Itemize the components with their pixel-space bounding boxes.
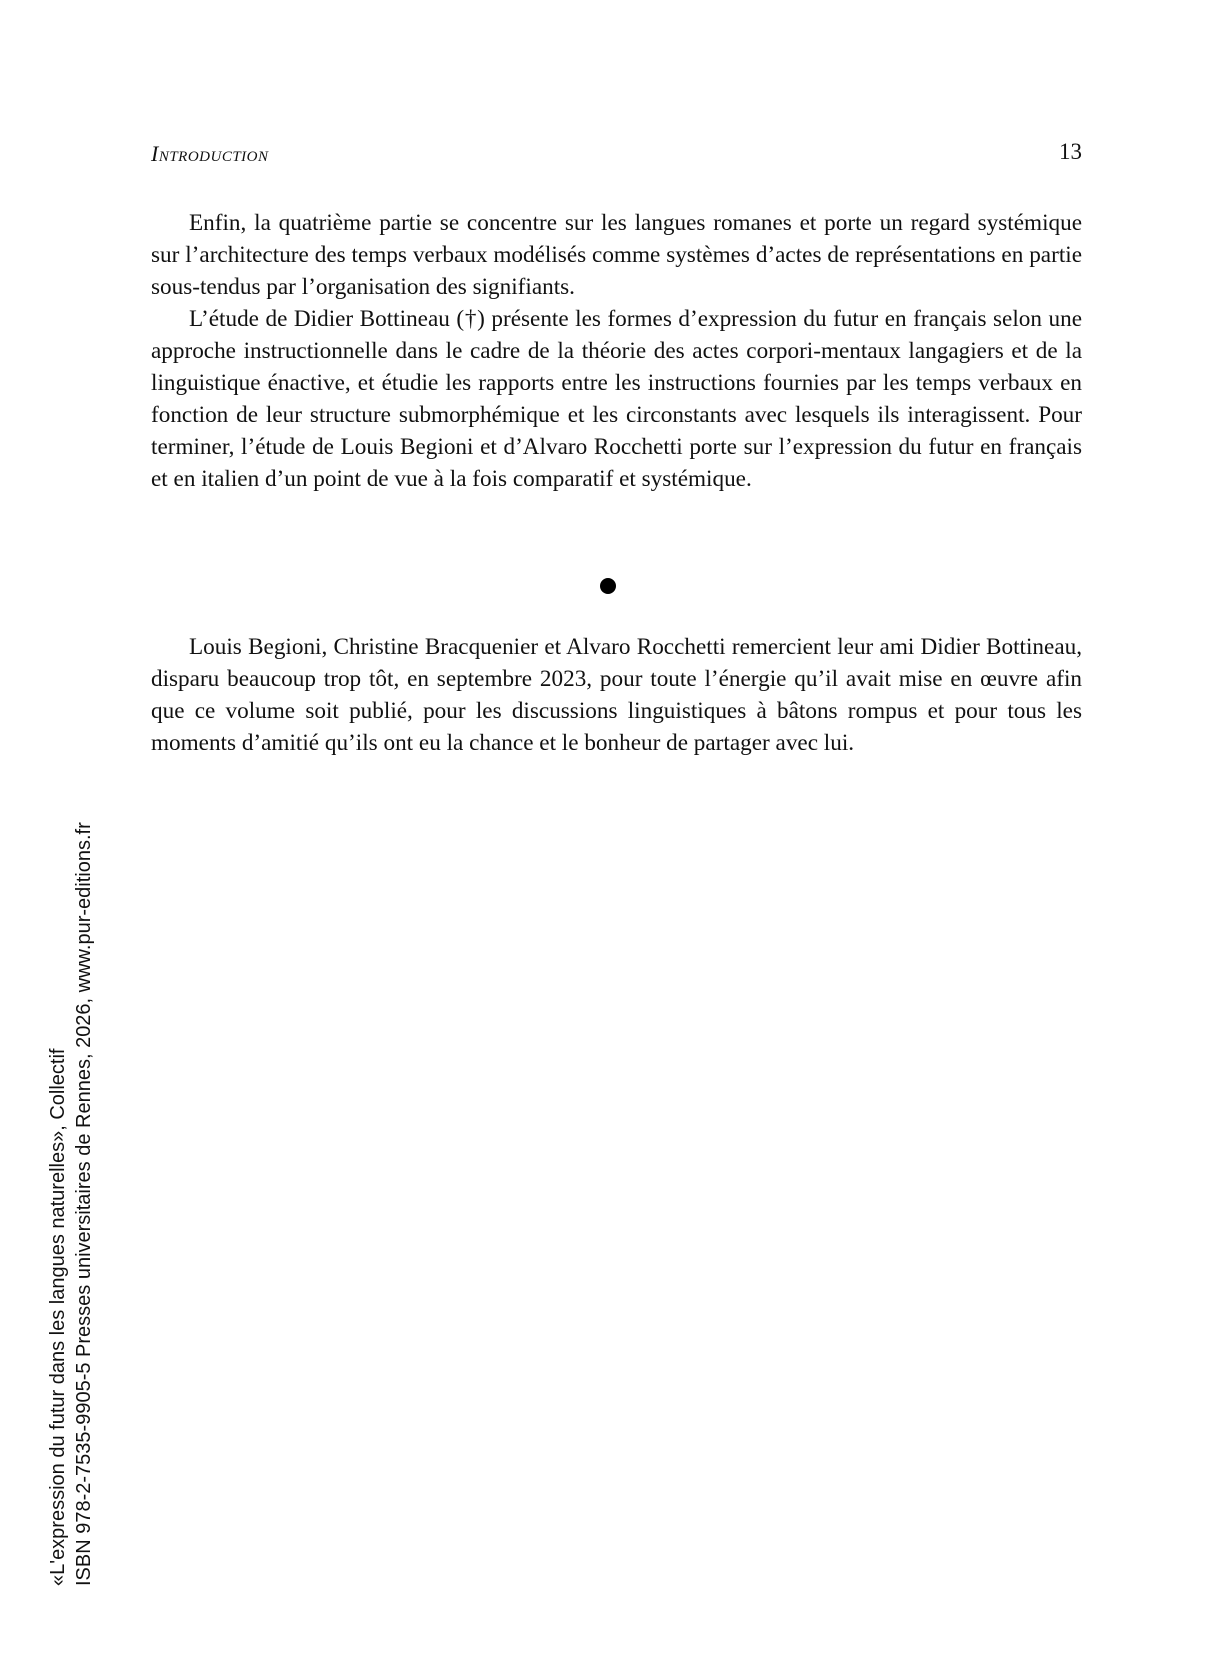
body-text	[151, 207, 1082, 495]
publisher-credit	[45, 822, 97, 1586]
acknowledgement-paragraph: Louis Begioni, Christine Bracquenier et Alvaro Rocchetti remercient leur ami Didier Bottineau, disparu beaucoup trop tôt, en septembre 2023, pour toute l’énergie qu’il avait mise en œuvre afin que ce volume soit publié, pour les discussions linguistiques à bâtons rompus et pour tous les moments d’amitié qu’ils ont eu la chance et le bonheur de partager avec lui.	[151, 634, 1082, 756]
paragraph: Enfin, la quatrième partie se concentre sur les langues romanes et porte un regard systémique sur l’architecture des temps verbaux modélisés comme systèmes d’actes de représentations en partie sous-tendus par l’organisation des signifiants.	[151, 210, 1082, 300]
bullet-separator-icon	[600, 578, 616, 594]
credit-line-isbn: ISBN 978-2-7535-9905-5 Presses universitaires de Rennes, 2026, www.pur-editions.fr	[73, 822, 95, 1586]
running-head	[151, 139, 1082, 169]
page-number: 13	[1059, 139, 1082, 164]
section-title: Introduction	[151, 141, 269, 166]
acknowledgement-block	[151, 631, 1082, 759]
credit-line-title: «L'expression du futur dans les langues naturelles», Collectif	[47, 1048, 69, 1586]
paragraph: L’étude de Didier Bottineau (†) présente les formes d’expression du futur en français selon une approche instructionnelle dans le cadre de la théorie des actes corpori-mentaux langagiers et de la linguistique énactive, et étudie les rapports entre les instructions fournies par les temps verbaux en fonction de leur structure submorphémique et les circonstants avec lesquels ils interagissent. Pour terminer, l’étude de Louis Begioni et d’Alvaro Rocchetti porte sur l’expression du futur en français et en italien d’un point de vue à la fois comparatif et systémique.	[151, 306, 1082, 492]
